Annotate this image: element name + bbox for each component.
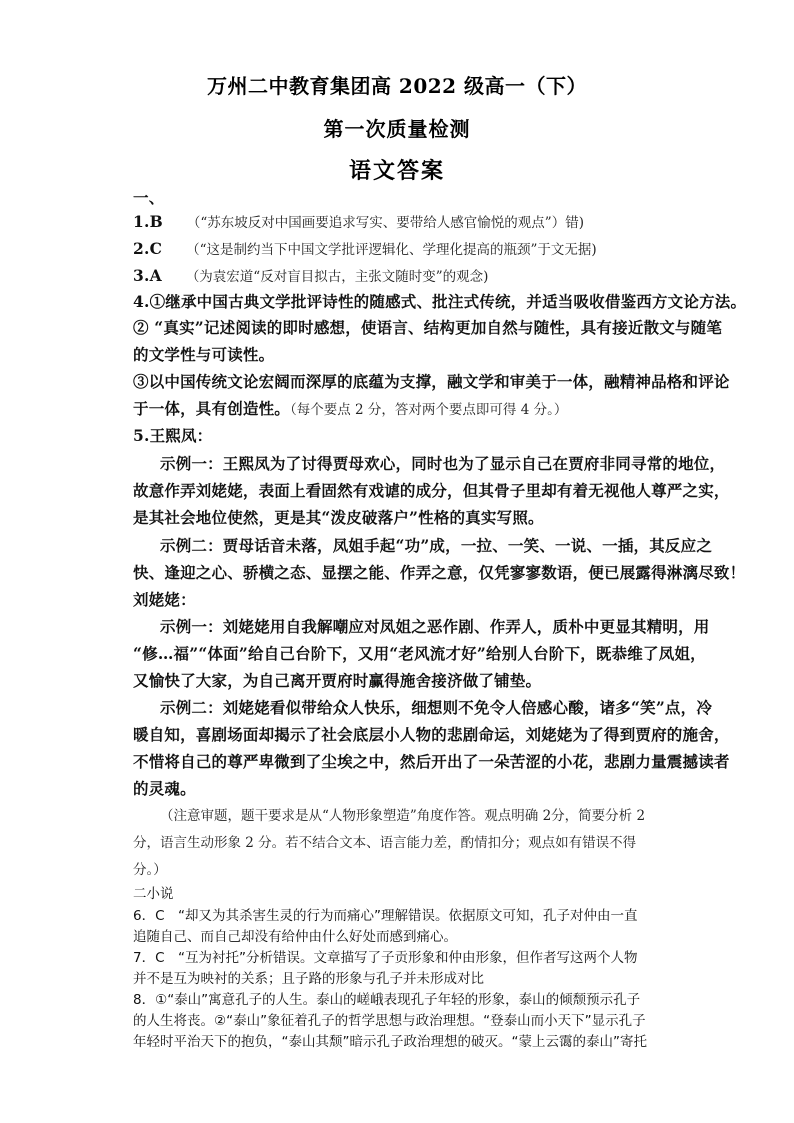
answer-5-liu-label: 刘姥姥： [133,590,196,609]
answer-2-label: 2.C [133,239,163,258]
answer-3-label: 3.A [133,266,162,285]
answer-5-para1-line2: 故意作弄刘姥姥，表面上看固然有戏谑的成分，但其骨子里却有着无视他人尊严之实， [133,481,730,500]
answer-5-note-line2: 分，语言生动形象 2 分。若不结合文本、语言能力差，酌情扣分；观点如有错误不得 [133,835,637,851]
answer-5-para3-line1: 示例一：刘姥姥用自我解嘲应对凤姐之恶作剧、作弄人，质朴中更显其精明，用 [160,617,710,636]
answer-5-para2-line1: 示例二：贾母话音未落，凤姐手起“功”成，一拉、一笑、一说、一插，其反应之 [160,536,713,555]
answer-3 [133,266,673,287]
answer-5-para4-line1: 示例二：刘姥姥看似带给众人快乐，细想则不免令人倍感心酸，诸多“笑”点，冷 [160,698,713,717]
answer-4-line-4: ③以中国传统文论宏阔而深厚的底蕴为支撑，融文学和审美于一体，融精神品格和评论 [133,372,730,391]
answer-4-scoring-note: （每个要点 2 分，答对两个要点即可得 4 分。） [290,402,568,418]
answer-1-label: 1.B [133,212,163,231]
answer-5-note-line3: 分。） [133,862,167,878]
answer-5-para2-line2: 快、逢迎之心、骄横之态、显摆之能、作弄之意，仅凭寥寥数语，便已展露得淋漓尽致！ [133,563,746,582]
answer-4-line-5 [133,399,673,420]
answer-2-text: （“这是制约当下中国文学批评逻辑化、学理化提高的瓶颈”于文无据) [186,242,597,258]
document-title: 万州二中教育集团高 2022 级高一（下） [206,74,588,98]
answer-5-para3-line3: 又愉快了大家，为自己离开贾府时赢得施舍接济做了铺垫。 [133,671,542,690]
answer-6-line1: 6．C “却又为其杀害生灵的行为而痛心”理解错误。依据原文可知，孔子对仲由一直 [133,908,638,924]
answer-3-text: （为袁宏道“反对盲目拟古，主张文随时变”的观念) [185,269,489,285]
answer-5-para4-line2: 暖自知，喜剧场面却揭示了社会底层小人物的悲剧命运，刘姥姥为了得到贾府的施舍， [133,725,730,744]
answer-5-para4-line4: 的灵魂。 [133,779,196,798]
answer-8-line1: 8．①“泰山”寓意孔子的人生。泰山的嵯峨表现孔子年轻的形象，泰山的倾颓预示孔子 [133,992,641,1008]
answer-1 [133,212,673,233]
answer-5-note-line1: （注意审题，题干要求是从“人物形象塑造”角度作答。观点明确 2分，简要分析 2 [160,808,646,824]
answer-5-para1-line1: 示例一：王熙凤为了讨得贾母欢心，同时也为了显示自己在贾府非同寻常的地位， [160,454,726,473]
answer-4-line-1: 4.①继承中国古典文学批评诗性的随感式、批注式传统，并适当吸收借鉴西方文论方法。 [133,292,747,311]
answer-4-line-2: ② “真实”记述阅读的即时感想，使语言、结构更加自然与随性，具有接近散文与随笔 [133,318,723,337]
answer-8-line2: 的人生将丧。②“泰山”象征着孔子的哲学思想与政治理想。“登泰山而小天下”显示孔子 [133,1013,646,1029]
document-heading: 语文答案 [348,158,445,184]
section-2-heading: 二小说 [133,886,174,902]
answer-4-line-5-text: 于一体，具有创造性。 [133,399,291,418]
answer-4-line-3: 的文学性与可读性。 [133,345,275,364]
answer-5-para3-line2: “修…福”“体面”给自己台阶下，又用“老风流才好”给别人台阶下，既恭维了凤姐， [133,644,706,663]
answer-6-line2: 追随自己、而自己却没有给仲由什么好处而感到痛心。 [133,929,457,945]
answer-2 [133,239,673,260]
answer-5-label: 5.王熙凤： [133,426,213,445]
answer-5-para1-line3: 是其社会地位使然，更是其“泼皮破落户”性格的真实写照。 [133,508,544,527]
answer-8-line3: 年轻时平治天下的抱负，“泰山其颓”暗示孔子政治理想的破灭。“蒙上云霭的泰山”寄托 [133,1034,647,1050]
answer-7-line1: 7．C “互为衬托”分析错误。文章描写了子贡形象和仲由形象，但作者写这两个人物 [133,950,638,966]
answer-1-text: （“苏东坡反对中国画要追求写实、要带给人感官愉悦的观点”）错) [186,215,584,231]
document-subtitle: 第一次质量检测 [323,117,471,141]
answer-5-para4-line3: 不惜将自己的尊严卑微到了尘埃之中，然后开出了一朵苦涩的小花，悲剧力量震撼读者 [133,752,730,771]
section-1-heading: 一、 [133,188,165,207]
answer-7-line2: 并不是互为映衬的关系；且子路的形象与孔子并未形成对比 [133,971,484,987]
